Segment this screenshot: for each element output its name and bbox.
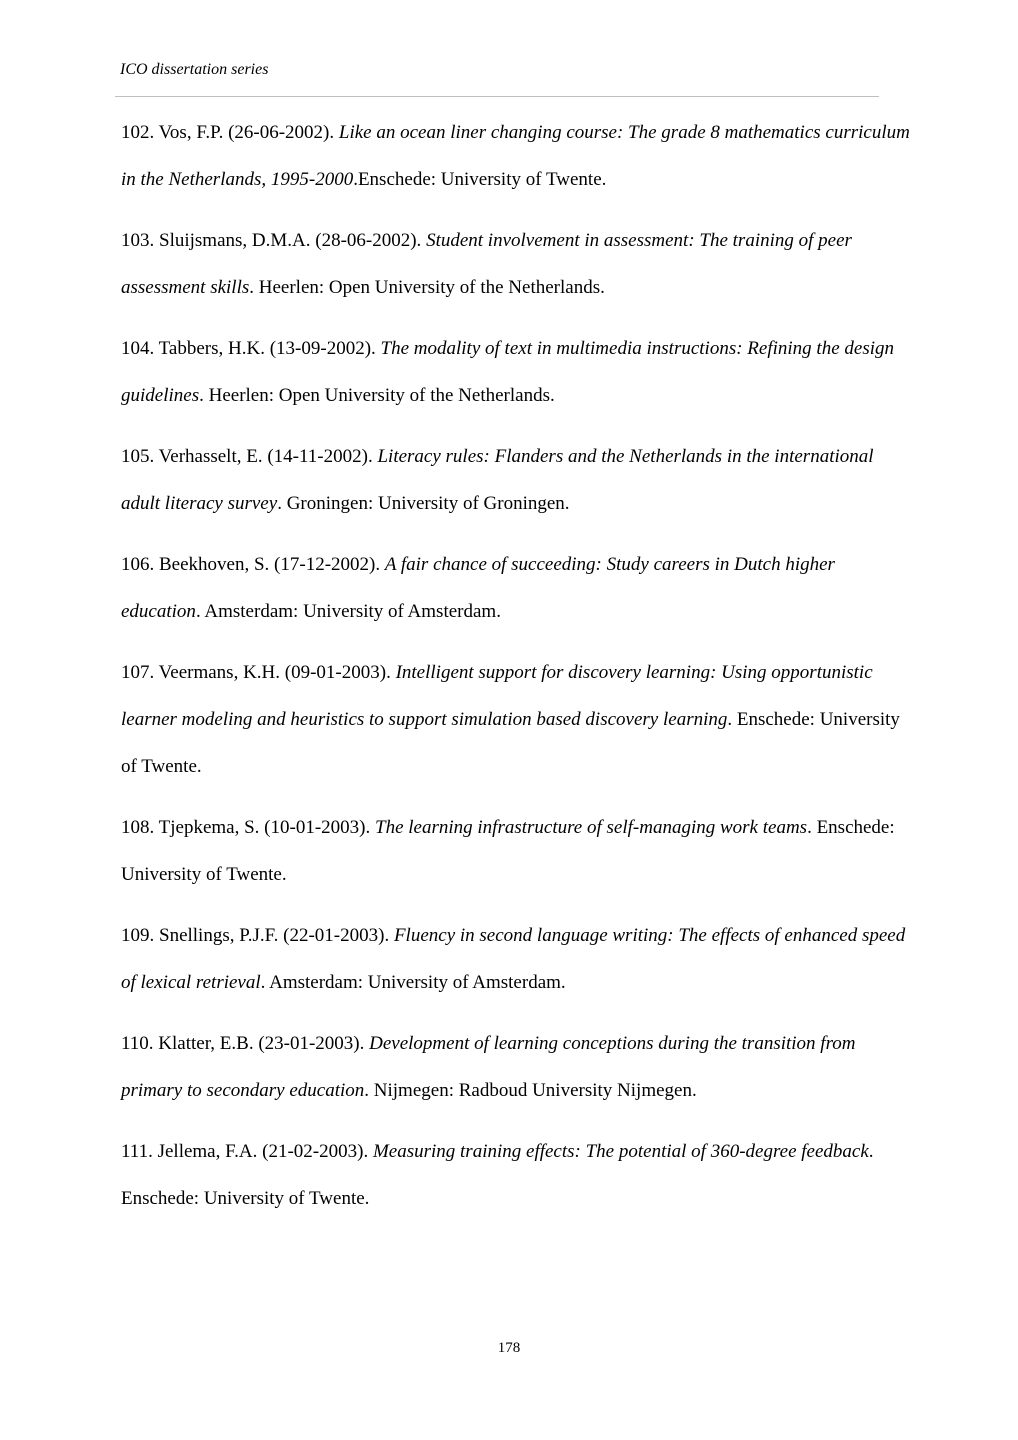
- entry-title: Measuring training effects: The potential of 360-degree feedback: [372, 1141, 869, 1162]
- dissertation-entry-106: [121, 541, 911, 635]
- entry-title: Fluency in second language writing: The effects of enhanced speed of lexical retrieval: [121, 925, 906, 993]
- dissertation-entry-107: [121, 649, 911, 790]
- entry-publisher: . Nijmegen: Radboud University Nijmegen.: [364, 1080, 697, 1101]
- entry-publisher: . Heerlen: Open University of the Netherlands.: [199, 385, 555, 406]
- entry-lead: 108. Tjepkema, S. (10-01-2003).: [121, 817, 375, 838]
- entry-lead: 107. Veermans, K.H. (09-01-2003).: [121, 662, 396, 683]
- header-divider: [115, 96, 879, 97]
- page-number: 178: [497, 1340, 521, 1356]
- entry-publisher: . Heerlen: Open University of the Netherlands.: [249, 277, 605, 298]
- dissertation-entry-108: [121, 804, 911, 898]
- entry-publisher: . Enschede: University of Twente.: [121, 817, 895, 885]
- dissertation-entry-111: [121, 1128, 911, 1222]
- dissertation-entry-102: [121, 109, 911, 203]
- entry-title: The modality of text in multimedia instructions: Refining the design guidelines: [121, 338, 894, 406]
- entry-publisher: . Amsterdam: University of Amsterdam.: [260, 972, 566, 993]
- entry-lead: 104. Tabbers, H.K. (13-09-2002).: [121, 338, 381, 359]
- dissertation-entry-105: [121, 433, 911, 527]
- dissertation-entry-110: [121, 1020, 911, 1114]
- dissertation-entry-103: [121, 217, 911, 311]
- entry-publisher: . Groningen: University of Groningen.: [277, 493, 570, 514]
- dissertation-entry-104: [121, 325, 911, 419]
- entry-title: Intelligent support for discovery learning: Using opportunistic learner modeling and heuristics to support simulation based discovery learning: [121, 662, 873, 730]
- entry-lead: 110. Klatter, E.B. (23-01-2003).: [121, 1033, 370, 1054]
- entry-publisher: .Enschede: University of Twente.: [353, 169, 607, 190]
- dissertation-entry-109: [121, 912, 911, 1006]
- entry-publisher: . Enschede: University of Twente.: [121, 1141, 874, 1209]
- running-header: ICO dissertation series: [120, 61, 269, 78]
- entry-lead: 106. Beekhoven, S. (17-12-2002).: [121, 554, 385, 575]
- entry-lead: 105. Verhasselt, E. (14-11-2002).: [121, 446, 378, 467]
- entry-title: Student involvement in assessment: The training of peer assessment skills: [121, 230, 852, 298]
- entry-lead: 103. Sluijsmans, D.M.A. (28-06-2002).: [121, 230, 427, 251]
- entry-title: Like an ocean liner changing course: The grade 8 mathematics curriculum in the Netherlands, 1995-2000: [121, 122, 910, 190]
- entry-lead: 111. Jellema, F.A. (21-02-2003).: [121, 1141, 373, 1162]
- dissertation-list: [121, 109, 911, 1236]
- entry-title: Development of learning conceptions during the transition from primary to secondary education: [121, 1033, 856, 1101]
- entry-publisher: . Enschede: University of Twente.: [121, 709, 900, 777]
- entry-lead: 109. Snellings, P.J.F. (22-01-2003).: [121, 925, 394, 946]
- entry-title: The learning infrastructure of self-managing work teams: [375, 817, 808, 838]
- entry-publisher: . Amsterdam: University of Amsterdam.: [195, 601, 501, 622]
- entry-title: Literacy rules: Flanders and the Netherlands in the international adult literacy survey: [121, 446, 874, 514]
- entry-lead: 102. Vos, F.P. (26-06-2002).: [121, 122, 339, 143]
- entry-title: A fair chance of succeeding: Study careers in Dutch higher education: [121, 554, 835, 622]
